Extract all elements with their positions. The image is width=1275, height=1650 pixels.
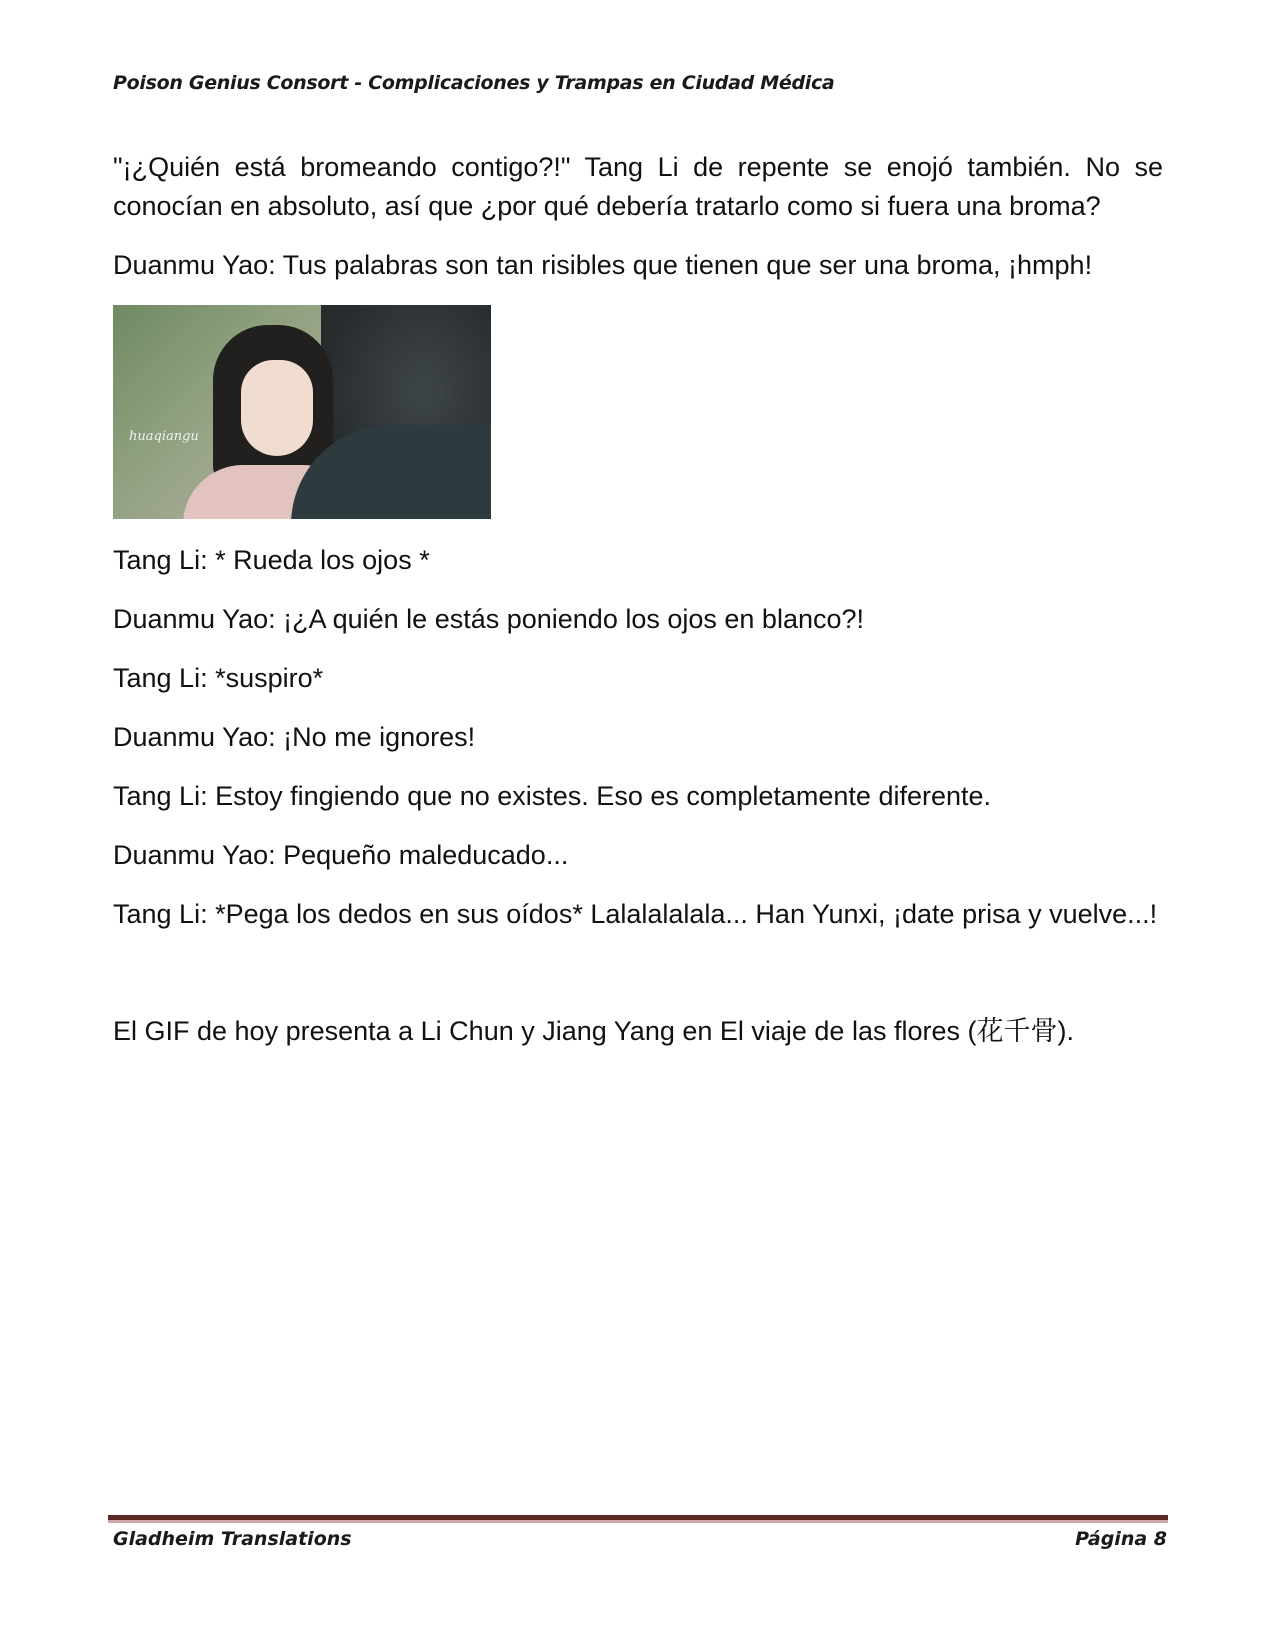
dialogue-line-4: Duanmu Yao: ¡No me ignores! xyxy=(113,722,476,752)
dialogue-line-7: Tang Li: *Pega los dedos en sus oídos* Lalalalalala... Han Yunxi, ¡date prisa y vuelve...! xyxy=(113,899,1158,929)
paragraph-2: Duanmu Yao: Tus palabras son tan risibles que tienen que ser una broma, ¡hmph! xyxy=(113,250,1093,280)
gif-watermark: huaqiangu xyxy=(129,429,199,444)
page-content xyxy=(113,148,1163,1071)
dialogue-line-5: Tang Li: Estoy fingiendo que no existes. Eso es completamente diferente. xyxy=(113,781,992,811)
footer-translator: Gladheim Translations xyxy=(113,1528,352,1550)
dialogue-line-2: Duanmu Yao: ¡¿A quién le estás poniendo los ojos en blanco?! xyxy=(113,604,865,634)
page-header-title: Poison Genius Consort - Complicaciones y Trampas en Ciudad Médica xyxy=(113,72,835,94)
spacer xyxy=(113,954,1163,1012)
footer-page-number: Página 8 xyxy=(1075,1528,1167,1550)
gif-note: El GIF de hoy presenta a Li Chun y Jiang Yang en El viaje de las flores (花千骨). xyxy=(113,1016,1074,1046)
paragraph-1: "¡¿Quién está bromeando contigo?!" Tang Li de repente se enojó también. No se conocían en absoluto, así que ¿por qué debería tratarlo como si fuera una broma? xyxy=(113,152,1163,221)
dialogue-line-6: Duanmu Yao: Pequeño maleducado... xyxy=(113,840,569,870)
footer-divider xyxy=(108,1515,1168,1520)
gif-image xyxy=(113,305,491,519)
dialogue-line-3: Tang Li: *suspiro* xyxy=(113,663,324,693)
gif-figure-face xyxy=(241,360,313,456)
dialogue-line-1: Tang Li: * Rueda los ojos * xyxy=(113,545,430,575)
